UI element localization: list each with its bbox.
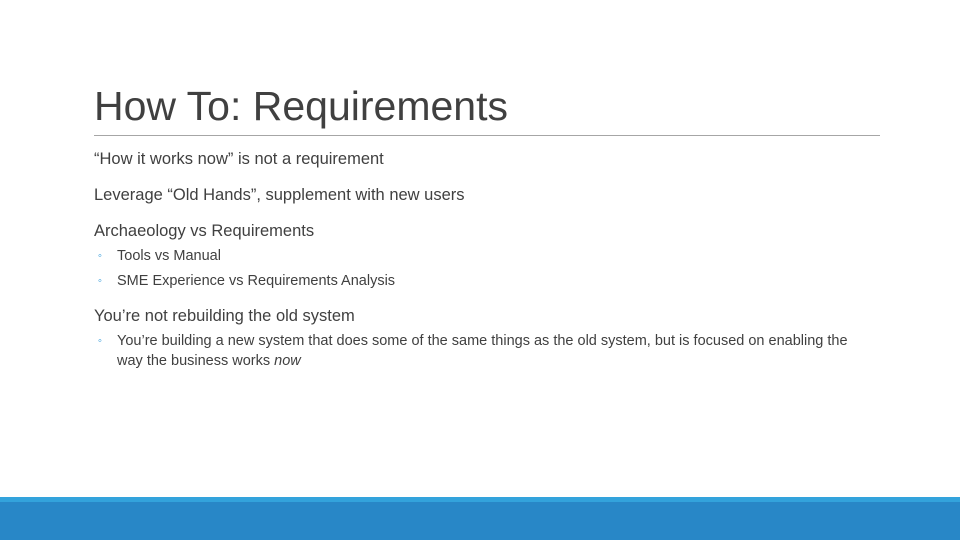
bullet-how-it-works: “How it works now” is not a requirement: [94, 150, 384, 168]
sub-bullet-sme: [94, 271, 864, 291]
hollow-circle-bullet-icon: ◦: [98, 335, 102, 347]
bullet-not-rebuilding: You’re not rebuilding the old system: [94, 307, 355, 325]
sub-bullet-new-system: [94, 331, 864, 371]
archaeology-sub-list: [94, 246, 864, 291]
hollow-circle-bullet-icon: ◦: [98, 275, 102, 287]
slide-title: How To: Requirements: [94, 83, 508, 129]
title-divider: [94, 135, 880, 136]
slide-body: [94, 148, 864, 371]
emphasis-now: now: [274, 353, 301, 369]
footer-band: [0, 502, 960, 540]
bullet-archaeology: Archaeology vs Requirements: [94, 222, 315, 240]
sub-bullet-label: SME Experience vs Requirements Analysis: [117, 273, 396, 289]
bullet-old-hands: Leverage “Old Hands”, supplement with new users: [94, 186, 465, 204]
sub-bullet-main-text: You’re building a new system that does some of the same things as the old system, but is focused on enabling the way the business works: [117, 333, 848, 369]
hollow-circle-bullet-icon: ◦: [98, 250, 102, 262]
rebuilding-sub-list: [94, 331, 864, 371]
sub-bullet-label: Tools vs Manual: [117, 248, 221, 264]
sub-bullet-tools: [94, 246, 864, 266]
sub-bullet-label: [117, 333, 848, 369]
